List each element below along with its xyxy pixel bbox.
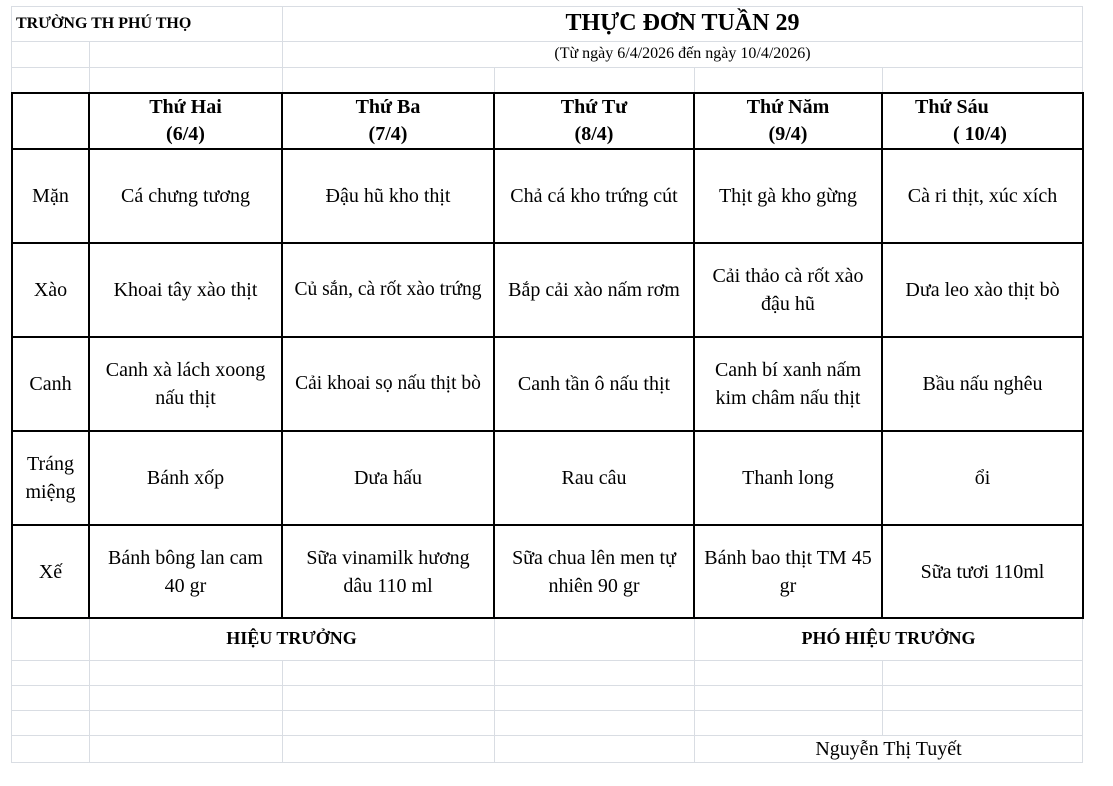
menu-cell: Cải khoai sọ nấu thịt bò [295,373,481,395]
meal-label-xao: Xào [33,279,68,301]
menu-cell: Canh tần ô nấu thịt [517,373,671,395]
menu-cell: Đậu hũ kho thịt [325,185,451,207]
menu-cell: Củ sắn, cà rốt xào trứng [294,279,482,301]
menu-cell: Cải thảo cà rốt xào đậu hũ [712,265,864,315]
day-name: Thứ Ba [355,96,421,118]
menu-cell: Bầu nấu nghêu [922,373,1043,395]
menu-cell: Bánh bao thịt TM 45 gr [704,546,872,597]
vice-principal-name: Nguyễn Thị Tuyết [815,738,962,760]
menu-cell: Canh xà lách xoong nấu thịt [105,359,266,409]
day-name: Thứ Sáu [915,96,989,118]
day-name: Thứ Hai [149,96,222,118]
menu-cell: Sữa tươi 110ml [920,560,1045,583]
day-date: (7/4) [368,123,408,145]
school-name: TRƯỜNG TH PHÚ THỌ [16,14,192,32]
vice-principal-title: PHÓ HIỆU TRƯỞNG [801,628,976,649]
menu-cell: Cá chưng tương [121,185,250,207]
menu-cell: Thanh long [742,467,834,489]
menu-cell: Bắp cải xào nấm rơm [508,279,680,301]
day-header-tue [283,94,493,148]
day-name: Thứ Năm [746,96,830,118]
page-subtitle: (Từ ngày 6/4/2026 đến ngày 10/4/2026) [554,45,811,63]
meal-label-xe: Xế [38,560,63,583]
menu-cell: Rau câu [561,467,627,489]
menu-cell: Thịt gà kho gừng [718,185,858,207]
meal-label-canh: Canh [29,373,72,395]
day-header-mon [90,94,281,148]
day-name: Thứ Tư [560,96,628,118]
menu-cell: Bánh bông lan cam 40 gr [108,546,263,597]
menu-cell: Dưa leo xào thịt bò [905,279,1060,301]
day-date: (9/4) [768,123,808,145]
day-date: (8/4) [574,123,614,145]
menu-cell: Cà ri thịt, xúc xích [907,185,1058,207]
menu-cell: Chả cá kho trứng cút [510,185,678,207]
day-date: (6/4) [166,123,205,145]
menu-cell: Khoai tây xào thịt [113,279,258,301]
meal-label-trang-mieng: Tráng miệng [25,453,76,503]
menu-cell: ổi [974,467,991,489]
day-date: ( 10/4) [953,123,1007,145]
meal-label-man: Mặn [32,185,69,207]
menu-cell: Sữa chua lên men tự nhiên 90 gr [512,546,676,597]
principal-title: HIỆU TRƯỞNG [226,628,357,649]
day-header-wed [495,94,693,148]
menu-cell: Dưa hấu [353,467,423,489]
menu-cell: Sữa vinamilk hương dâu 110 ml [306,546,470,597]
page-title: THỰC ĐƠN TUẦN 29 [565,10,800,37]
day-header-thu [695,94,881,148]
menu-cell: Canh bí xanh nấm kim châm nấu thịt [714,359,862,409]
menu-cell: Bánh xốp [146,467,225,489]
day-header-fri [883,94,1082,148]
